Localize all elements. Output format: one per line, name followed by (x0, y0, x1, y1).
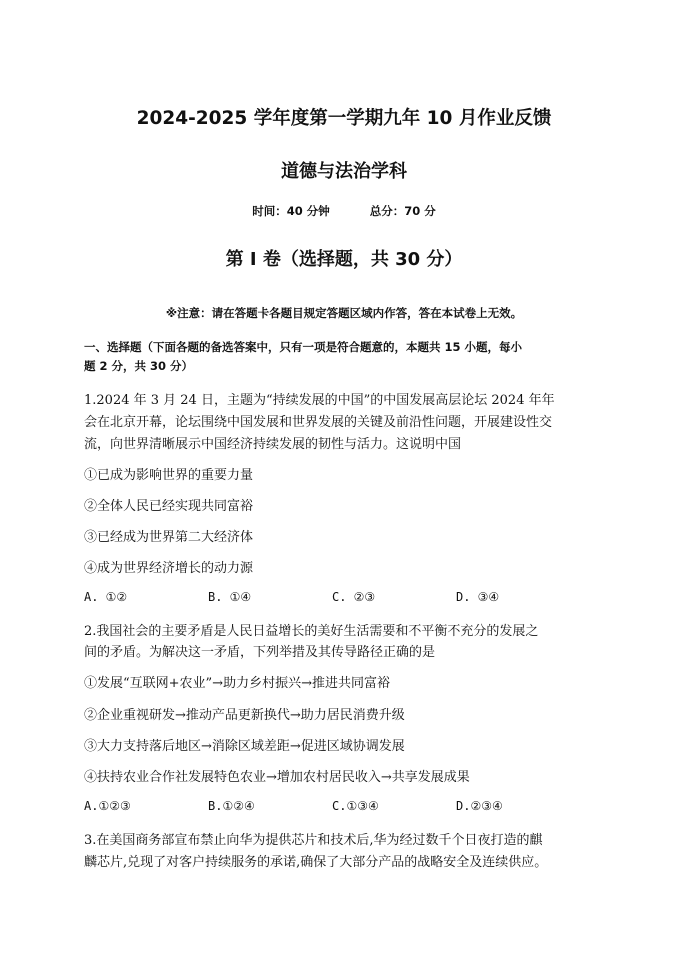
exam-total-score: 总分：70 分 (369, 204, 436, 218)
q2-item: ③大力支持落后地区→消除区域差距→促进区域协调发展 (84, 739, 405, 754)
q1-item: ④成为世界经济增长的动力源 (84, 561, 254, 576)
q1-stem-line1: 1.2024 年 3 月 24 日，主题为“持续发展的中国”的中国发展高层论坛 2024 年年 (84, 393, 555, 408)
exam-meta (0, 203, 688, 219)
q2-option-b: B.①②④ (208, 799, 255, 813)
q1-item: ②全体人民已经实现共同富裕 (84, 499, 254, 514)
subject-title: 道德与法治学科 (281, 161, 407, 182)
q3-stem-line2: 麟芯片,兑现了对客户持续服务的承诺,确保了大部分产品的战略安全及连续供应。 (84, 855, 548, 870)
q2-item: ④扶持农业合作社发展特色农业→增加农村居民收入→共享发展成果 (84, 770, 470, 785)
q1-option-c: C. ②③ (332, 590, 376, 604)
part-heading-line2: 题 2 分，共 30 分） (84, 359, 194, 373)
q1-options (84, 590, 580, 604)
q1-option-d: D. ③④ (456, 590, 500, 604)
q1-stem-line2: 会在北京开幕，论坛围绕中国发展和世界发展的关键及前沿性问题，开展建设性交 (84, 415, 553, 430)
q2-stem-line1: 2.我国社会的主要矛盾是人民日益增长的美好生活需要和不平衡不充分的发展之 (84, 624, 539, 639)
q2-item: ②企业重视研发→推动产品更新换代→助力居民消费升级 (84, 708, 405, 723)
q1-item: ③已经成为世界第二大经济体 (84, 530, 254, 545)
section-title: 第 I 卷（选择题，共 30 分） (225, 249, 463, 270)
q1-item: ①已成为影响世界的重要力量 (84, 468, 254, 483)
q2-option-c: C.①③④ (332, 799, 379, 813)
q1-option-b: B. ①④ (208, 590, 252, 604)
exam-title: 2024-2025 学年度第一学期九年 10 月作业反馈 (136, 108, 552, 129)
q1-stem-line3: 流，向世界清晰展示中国经济持续发展的韧性与活力。这说明中国 (84, 437, 462, 452)
q2-stem-line2: 间的矛盾。为解决这一矛盾，下列举措及其传导路径正确的是 (84, 645, 436, 660)
q2-option-a: A.①②③ (84, 799, 131, 813)
q3-stem-line1: 3.在美国商务部宣布禁止向华为提供芯片和技术后,华为经过数千个日夜打造的麒 (84, 833, 543, 848)
notice-text: ※注意：请在答题卡各题目规定答题区域内作答，答在本试卷上无效。 (165, 306, 523, 320)
q2-option-d: D.②③④ (456, 799, 503, 813)
exam-time: 时间：40 分钟 (252, 204, 330, 218)
q1-option-a: A. ①② (84, 590, 128, 604)
part-heading-line1: 一、选择题（下面各题的备选答案中，只有一项是符合题意的，本题共 15 小题，每小 (84, 340, 523, 354)
q2-item: ①发展“互联网+农业”→助力乡村振兴→推进共同富裕 (84, 676, 390, 691)
q2-options (84, 799, 580, 813)
